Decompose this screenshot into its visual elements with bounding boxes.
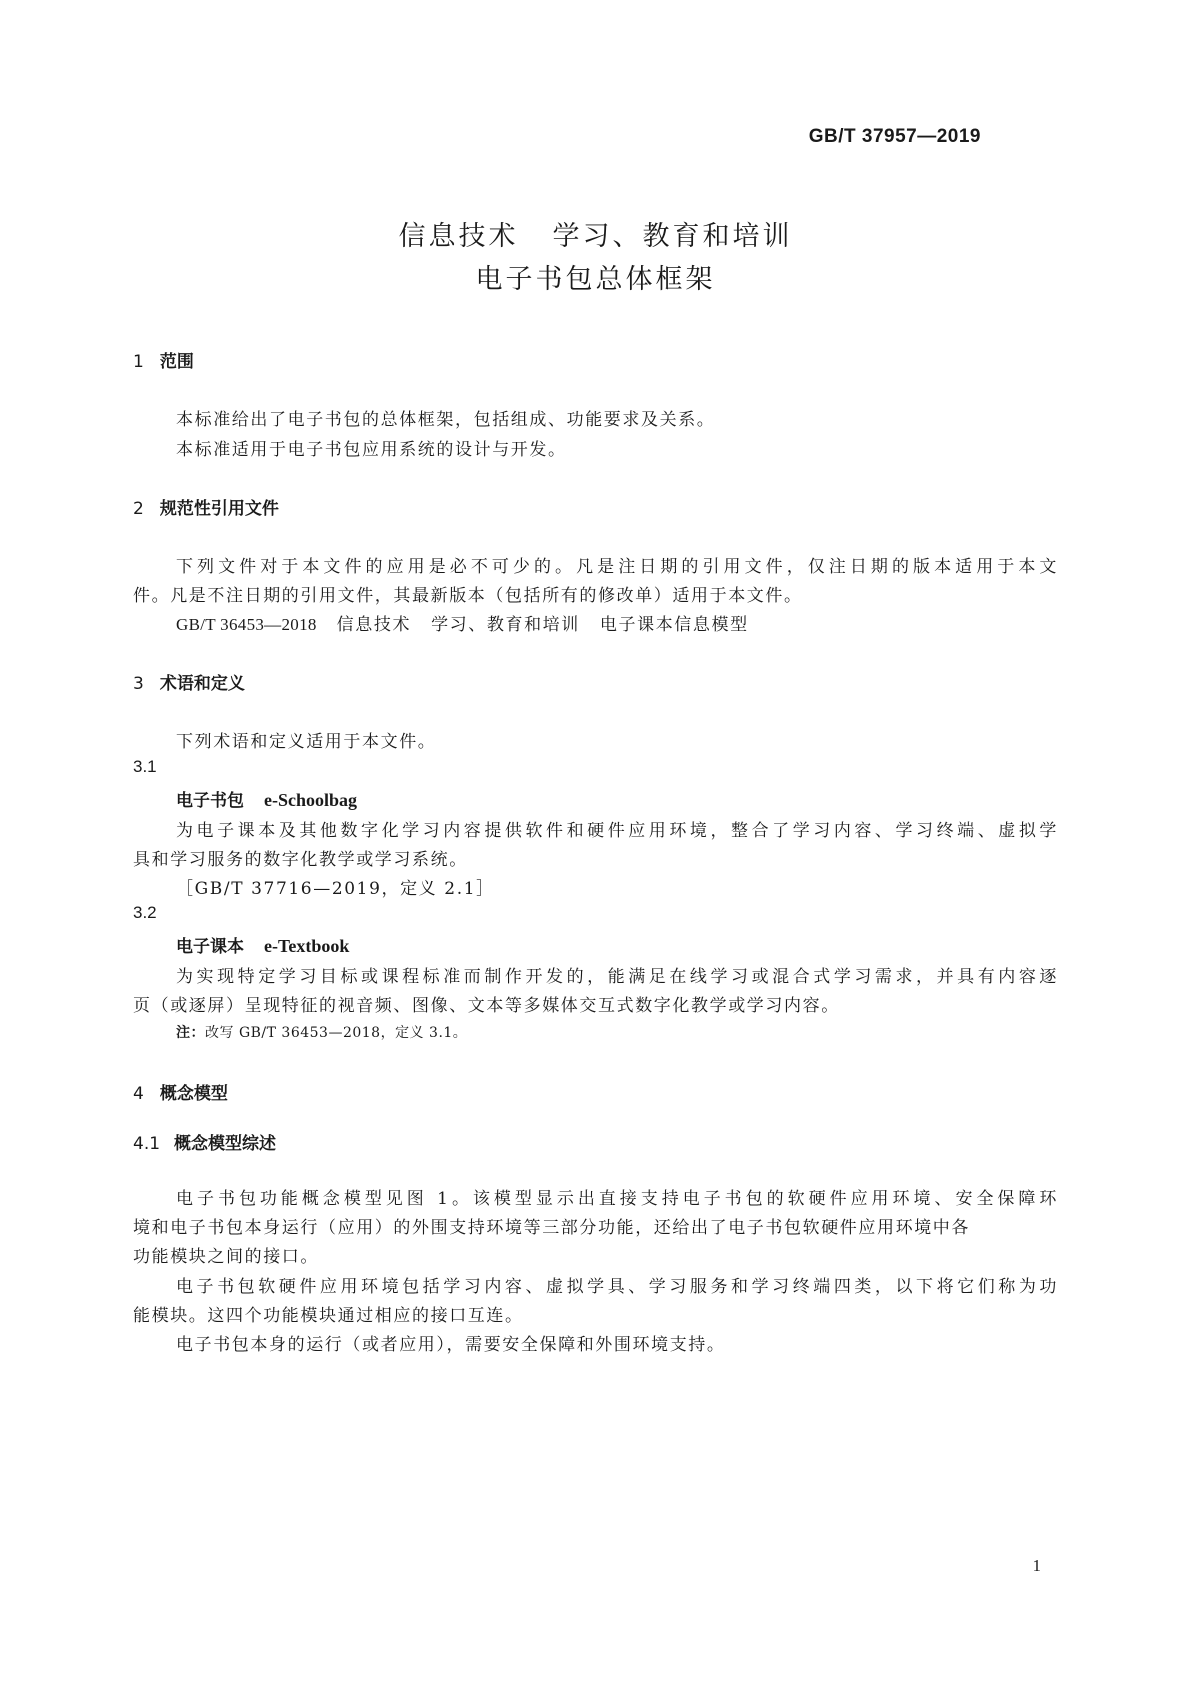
section-number: 4 [133,1084,144,1104]
paragraph: 下列术语和定义适用于本文件。 [176,732,437,752]
definition-line: 为实现特定学习目标或课程标准而制作开发的，能满足在线学习或混合式学习需求，并具有内容逐 [176,967,1058,987]
paragraph-line: 境和电子书包本身运行（应用）的外围支持环境等三部分功能，还给出了电子书包软硬件应用环境中各 [133,1218,970,1238]
section-title: 范围 [159,352,194,372]
title-part-1: 信息技术 [398,221,519,252]
page-number: 1 [1032,1556,1041,1575]
section-number: 3 [133,674,144,694]
term-en: e-Textbook [264,936,350,956]
term-en: e-Schoolbag [264,790,358,810]
paragraph: 本标准适用于电子书包应用系统的设计与开发。 [176,440,567,460]
term-zh: 电子书包 [176,791,244,811]
section-2-heading [133,494,279,519]
document-title-line-2: 电子书包总体框架 [475,264,716,295]
term-zh: 电子课本 [176,937,244,957]
paragraph: 本标准给出了电子书包的总体框架，包括组成、功能要求及关系。 [176,410,716,430]
document-title-line-1 [0,214,1191,253]
section-1-heading [133,347,194,372]
title-part-2: 学习、教育和培训 [552,221,793,252]
note-text: 改写 GB/T 36453—2018，定义 3.1。 [205,1025,468,1041]
definition-line: 具和学习服务的数字化教学或学习系统。 [133,850,468,870]
paragraph-line: 件。凡是不注日期的引用文件，其最新版本（包括所有的修改单）适用于本文件。 [133,586,803,606]
standard-number: GB/T 37957—2019 [808,126,981,147]
paragraph-line: 电子书包功能概念模型见图 1。该模型显示出直接支持电子书包的软硬件应用环境、安全保障环 [176,1189,1058,1209]
note [176,1022,467,1042]
paragraph: 电子书包本身的运行（或者应用），需要安全保障和外围环境支持。 [176,1335,726,1355]
term-entry [176,932,349,957]
subsection-4-1-heading [133,1129,276,1154]
subsection-title: 概念模型综述 [174,1134,277,1154]
reference-title-part: 信息技术 [336,615,412,635]
reference-title-part: 学习、教育和培训 [431,615,580,635]
section-3-heading [133,669,245,694]
normative-reference [176,610,749,635]
paragraph-line: 功能模块之间的接口。 [133,1247,319,1267]
term-number: 3.2 [133,903,157,922]
section-title: 概念模型 [159,1084,228,1104]
term-number: 3.1 [133,757,157,776]
term-entry [176,786,357,811]
section-title: 术语和定义 [159,674,245,694]
section-number: 1 [133,352,144,372]
section-4-heading [133,1079,228,1104]
paragraph-line: 下列文件对于本文件的应用是必不可少的。凡是注日期的引用文件，仅注日期的版本适用于本文 [176,557,1058,577]
term-source: ［GB/T 37716—2019，定义 2.1］ [176,879,495,899]
reference-title-part: 电子课本信息模型 [599,615,749,635]
section-title: 规范性引用文件 [159,499,279,519]
paragraph-line: 电子书包软硬件应用环境包括学习内容、虚拟学具、学习服务和学习终端四类，以下将它们称为功 [176,1277,1058,1297]
note-label: 注： [176,1025,205,1041]
definition-line: 为电子课本及其他数字化学习内容提供软件和硬件应用环境，整合了学习内容、学习终端、虚拟学 [176,821,1058,841]
section-number: 2 [133,499,144,519]
paragraph-line: 能模块。这四个功能模块通过相应的接口互连。 [133,1306,524,1326]
reference-code: GB/T 36453—2018 [176,615,317,634]
definition-line: 页（或逐屏）呈现特征的视音频、图像、文本等多媒体交互式数字化教学或学习内容。 [133,996,840,1016]
subsection-number: 4.1 [133,1134,161,1154]
